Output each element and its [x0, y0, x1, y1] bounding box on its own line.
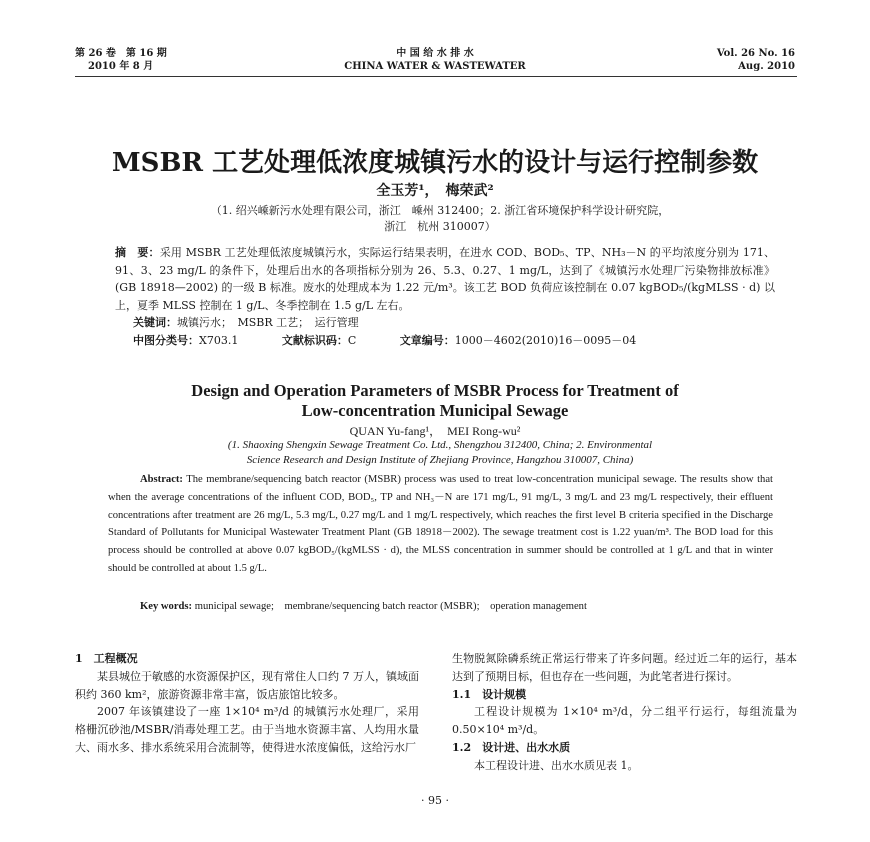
paper-title-en-line1: Design and Operation Parameters of MSBR Process for Treatment of	[191, 381, 679, 400]
abstract-cn	[115, 244, 775, 314]
body-paragraph: 某县城位于敏感的水资源保护区，现有常住人口约 7 万人，镇域面积约 360 km²，旅游资源非常丰富，饭店旅馆比较多。	[75, 669, 419, 701]
abstract-cn-block	[115, 244, 775, 350]
keywords-en-label: Key words:	[140, 601, 193, 612]
paper-title-en-line2: Low-concentration Municipal Sewage	[301, 401, 569, 420]
affiliation-cn	[130, 203, 750, 235]
journal-name-cn: 中 国 给 水 排 水	[396, 48, 474, 59]
section-heading-1-1: 1.1 设计规模	[452, 687, 527, 701]
paper-title-cn: MSBR 工艺处理低浓度城镇污水的设计与运行控制参数	[111, 148, 759, 178]
body-paragraph: 2007 年该镇建设了一座 1×10⁴ m³/d 的城镇污水处理厂，采用格栅沉砂池/MSBR/消毒处理工艺。由于当地水资源丰富、人均用水量大、雨水多、排水系统采用合流制等，使得进水浓度偏低，这给污水厂	[75, 705, 419, 754]
abstract-en	[108, 471, 773, 578]
keywords-cn-text: 城镇污水； MSBR 工艺； 运行管理	[177, 316, 359, 330]
authors-cn: 全玉芳¹， 梅荣武²	[376, 183, 494, 199]
keywords-en-text: municipal sewage; membrane/sequencing batch reactor (MSBR); operation management	[194, 601, 587, 612]
keywords-cn-label: 关键词：	[133, 316, 177, 330]
section-heading-1-2: 1.2 设计进、出水水质	[452, 740, 571, 754]
paper-title-en	[0, 381, 870, 421]
classification-label: 中图分类号：	[133, 333, 199, 347]
affiliation-cn-line2: 浙江 杭州 310007）	[384, 220, 496, 233]
journal-date-en: Aug. 2010	[738, 61, 795, 72]
abstract-en-label: Abstract:	[140, 474, 183, 485]
affiliation-en	[120, 438, 760, 468]
section-heading-1: 1 工程概况	[75, 652, 138, 665]
affiliation-cn-line1: （1. 绍兴嵊新污水处理有限公司，浙江 嵊州 312400；2. 浙江省环境保护科学设计研究院，	[210, 204, 670, 217]
body-paragraph: 本工程设计进、出水水质见表 1。	[474, 758, 639, 772]
article-no-label: 文章编号：	[399, 333, 455, 347]
journal-volume-issue: 第 26 卷 第 16 期	[75, 48, 167, 59]
body-paragraph: 工程设计规模为 1×10⁴ m³/d，分二组平行运行，每组流量为 0.50×10⁴ m³/d。	[452, 705, 797, 737]
keywords-cn	[115, 314, 775, 332]
body-right-column	[452, 650, 797, 775]
keywords-en	[108, 598, 773, 616]
classification-line	[115, 332, 775, 350]
classification-code: X703.1	[199, 333, 239, 347]
doc-code-label: 文献标识码：	[281, 333, 348, 347]
article-no: 1000－4602(2010)16－0095－04	[454, 333, 637, 347]
page-number: · 95 ·	[421, 794, 449, 807]
journal-name-en: CHINA WATER & WASTEWATER	[344, 61, 526, 72]
header-rule	[75, 76, 797, 77]
doc-code: C	[347, 333, 357, 347]
affiliation-en-line1: (1. Shaoxing Shengxin Sewage Treatment Co. Ltd., Shengzhou 312400, China; 2. Environmental	[227, 439, 653, 451]
body-paragraph: 生物脱氮除磷系统正常运行带来了许多问题。经过近二年的运行，基本达到了预期目标，但也存在一些问题，为此笔者进行探讨。	[452, 652, 797, 683]
journal-vol-en: Vol. 26 No. 16	[716, 48, 795, 59]
abstract-cn-label: 摘 要：	[115, 246, 160, 259]
body-left-column	[75, 650, 419, 757]
authors-en: QUAN Yu-fang¹， MEI Rong-wu²	[349, 424, 521, 438]
abstract-en-text: The membrane/sequencing batch reactor (MSBR) process was used to treat low-concentration municipal sewage. The results show that when the average concentrations of the influent COD, BOD₅, TP and NH₃－N are 171 mg/L, 91 mg/L, 3 mg/L and 23 mg/L respectively, their effluent concentrations after treatment are 26 mg/L, 5.3 mg/L, 0.27 mg/L and 1 mg/L respectively, which reaches the first level B criteria specified in the Discharge Standard of Pollutants for Municipal Wastewater Treatment Plant (GB 18918－2002). The sewage treatment cost is 1.22 yuan/m³. The BOD load for this process should be controlled at above 0.07 kgBOD₅/(kgMLSS · d), the MLSS concentration in summer should be controlled at 1 g/L and that in winter should be controlled at about 1.5 g/L.	[108, 474, 773, 574]
abstract-cn-text: 采用 MSBR 工艺处理低浓度城镇污水，实际运行结果表明，在进水 COD、BOD₅、TP、NH₃－N 的平均浓度分别为 171、91、3、23 mg/L 的条件下，处理后出水的各项指标分别为 26、5.3、0.27、1 mg/L，达到了《城镇污水处理厂污染物排放标准》(GB 18918—2002) 的一级 B 标准。废水的处理成本为 1.22 元/m³。该工艺 BOD 负荷应该控制在 0.07 kgBOD₅/(kgMLSS · d) 以上，夏季 MLSS 控制在 1 g/L、冬季控制在 1.5 g/L 左右。	[115, 246, 775, 312]
journal-date-cn: 2010 年 8 月	[88, 61, 154, 72]
affiliation-en-line2: Science Research and Design Institute of Zhejiang Province, Hangzhou 310007, China)	[246, 454, 634, 466]
